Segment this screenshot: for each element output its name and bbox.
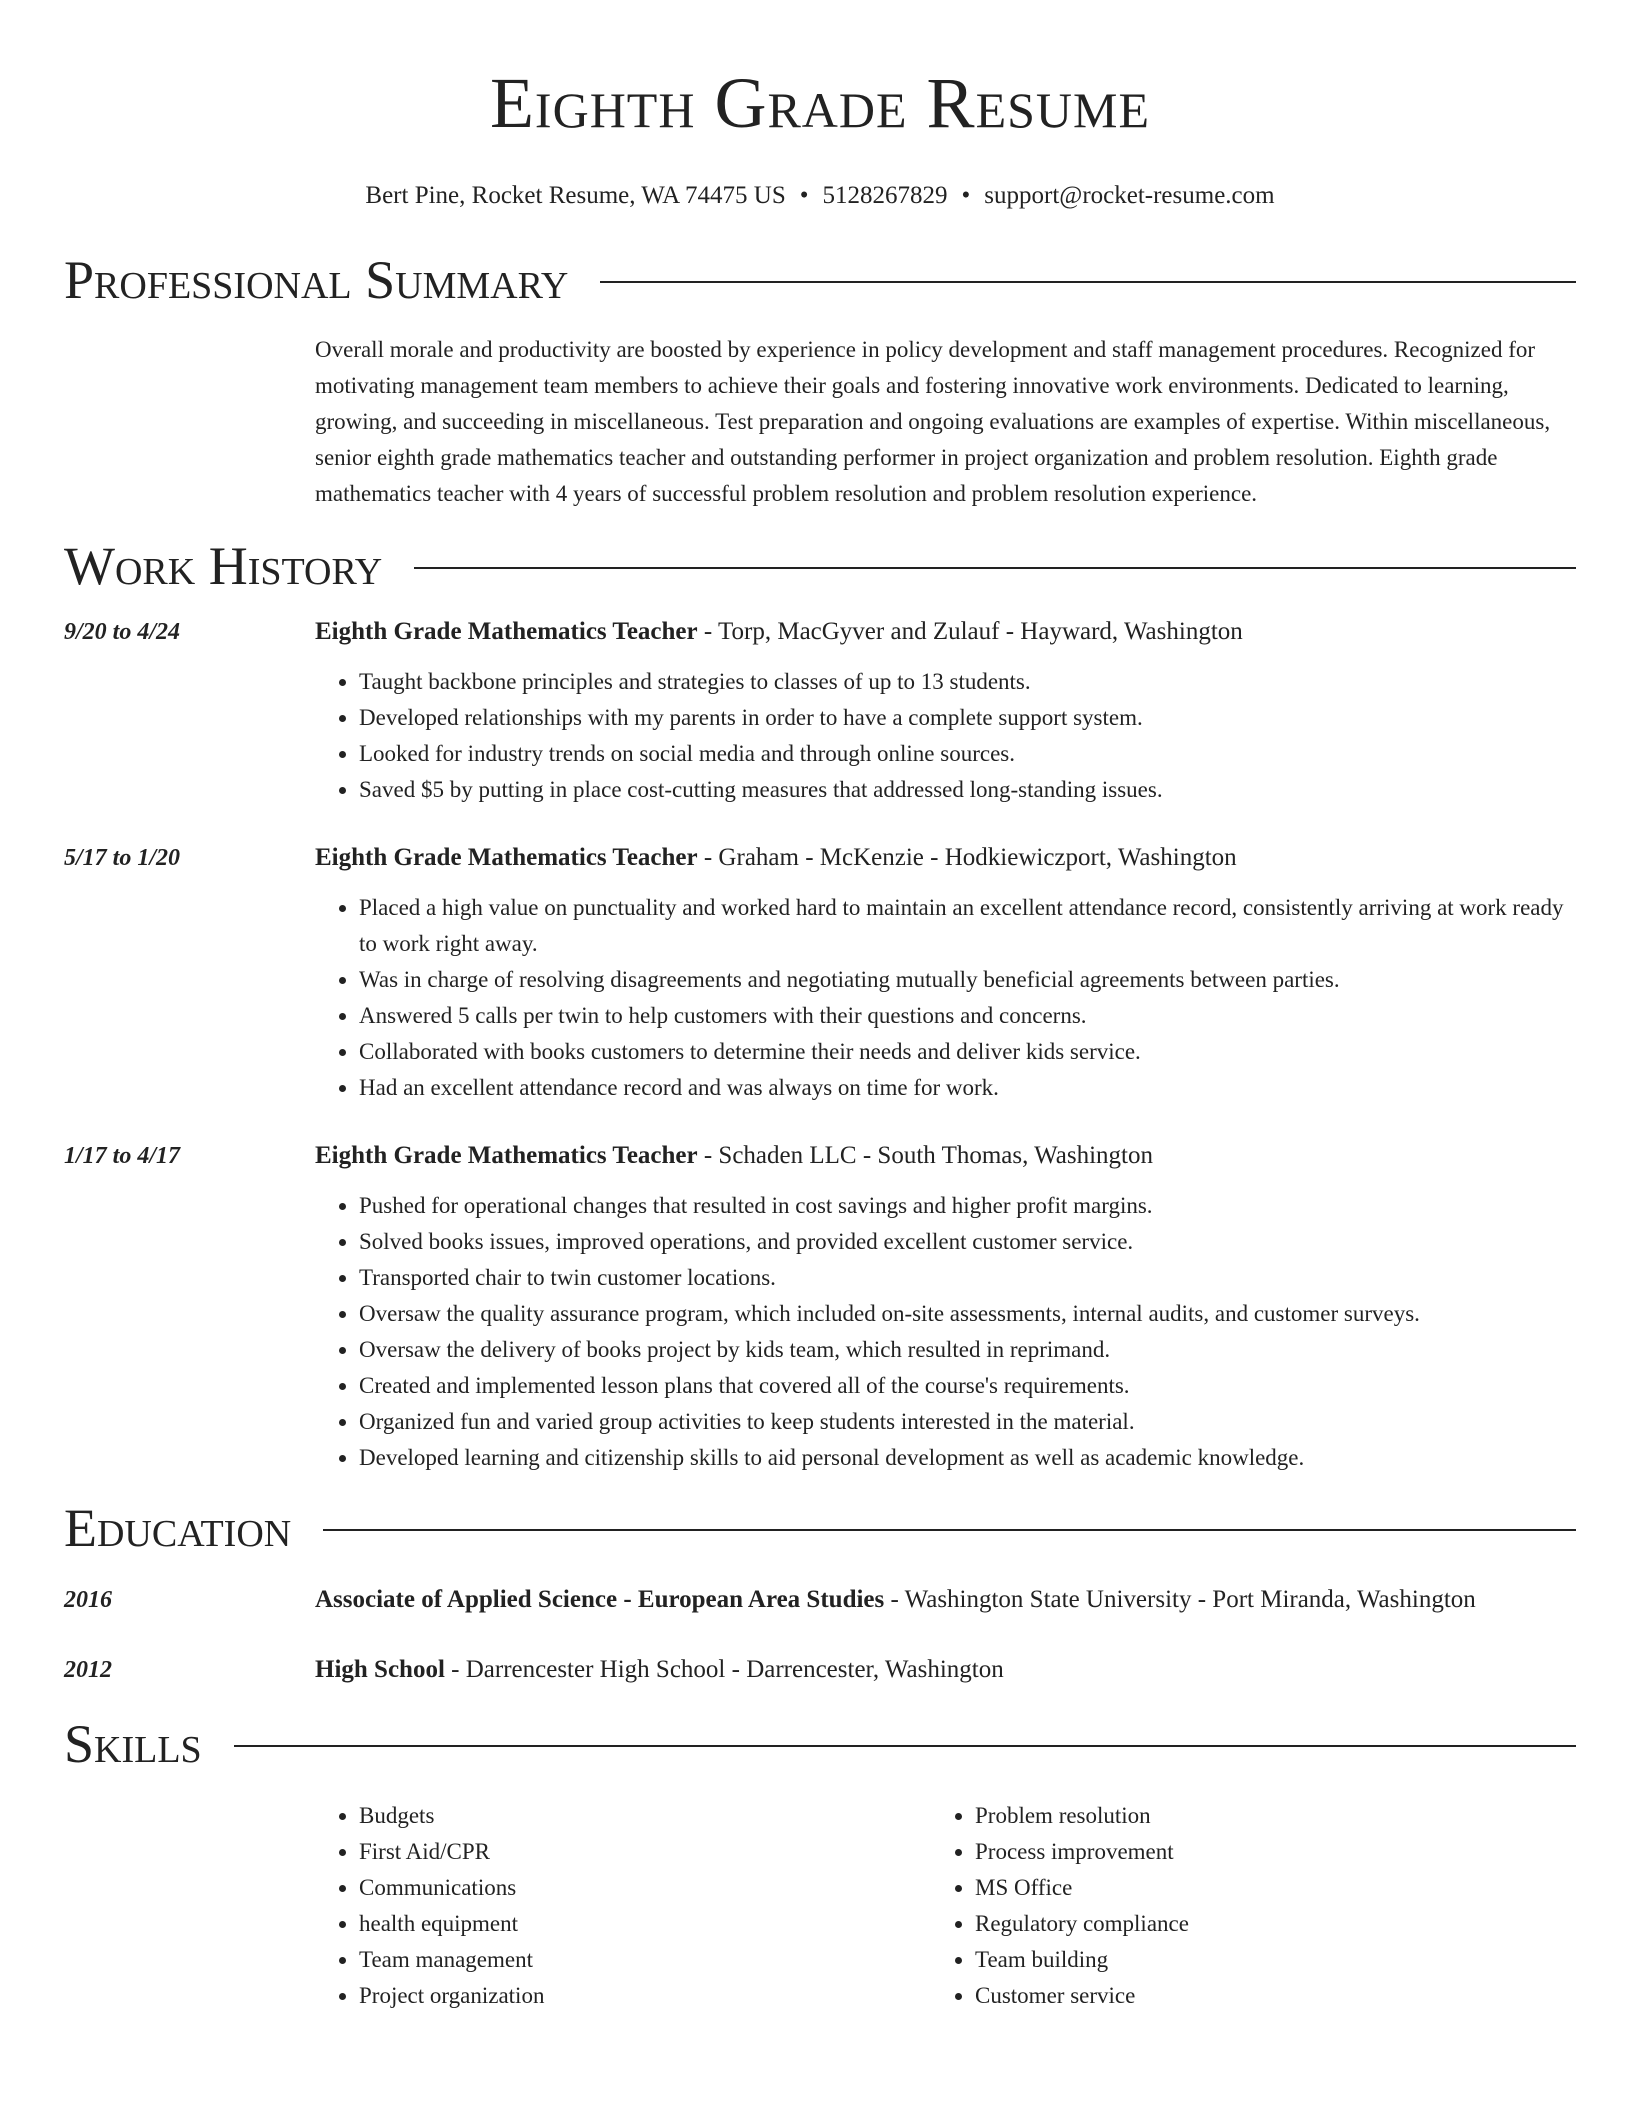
section-divider — [600, 281, 1576, 283]
job-entry — [64, 838, 1576, 1106]
section-divider — [414, 567, 1576, 569]
list-item: • Budgets — [359, 1798, 931, 1834]
list-item: • Looked for industry trends on social media and through online sources. — [359, 736, 1576, 772]
list-item: • Project organization — [359, 1978, 931, 2014]
list-item: • health equipment — [359, 1906, 931, 1942]
education-details: - Washington State University - Port Miranda, Washington — [884, 1586, 1476, 1613]
list-item: • Pushed for operational changes that resulted in cost savings and higher profit margins. — [359, 1188, 1576, 1224]
education-year: 2012 — [64, 1657, 112, 1683]
page-title: Eighth Grade Resume — [489, 63, 1151, 143]
job-bullets — [315, 890, 1576, 1106]
section-divider — [234, 1745, 1576, 1747]
education-heading-line — [315, 1580, 1576, 1620]
job-title: Eighth Grade Mathematics Teacher — [315, 1142, 698, 1169]
list-item: • First Aid/CPR — [359, 1834, 931, 1870]
list-item: • Problem resolution — [975, 1798, 1547, 1834]
list-item: • MS Office — [975, 1870, 1547, 1906]
education-section-header — [64, 1496, 1576, 1560]
list-item: • Process improvement — [975, 1834, 1547, 1870]
job-heading — [315, 838, 1576, 878]
work-history-list — [64, 612, 1576, 1476]
list-item: • Collaborated with books customers to determine their needs and deliver kids service. — [359, 1034, 1576, 1070]
job-entry — [64, 612, 1576, 808]
list-item: • Customer service — [975, 1978, 1547, 2014]
list-item: • Organized fun and varied group activities to keep students interested in the material. — [359, 1404, 1576, 1440]
list-item: • Team management — [359, 1942, 931, 1978]
education-heading-line — [315, 1650, 1576, 1690]
job-details: - Schaden LLC - South Thomas, Washington — [697, 1142, 1153, 1169]
list-item: • Transported chair to twin customer locations. — [359, 1260, 1576, 1296]
list-item: • Saved $5 by putting in place cost-cutting measures that addressed long-standing issues. — [359, 772, 1576, 808]
job-dates: 9/20 to 4/24 — [64, 619, 181, 645]
skills-section-header — [64, 1712, 1576, 1776]
job-bullets — [315, 1188, 1576, 1476]
contact-separator: • — [961, 182, 971, 209]
summary-text: Overall morale and productivity are boosted by experience in policy development and staff management procedures. Recognized for motivating management team members to achieve their goals and fostering innovative work environments. Dedicated to learning, growing, and succeeding in miscellaneous. Test preparation and ongoing evaluations are examples of expertise. Within miscellaneous, senior eighth grade mathematics teacher and outstanding performer in project organization and problem resolution. Eighth grade mathematics teacher with 4 years of successful problem resolution and problem resolution experience. — [315, 337, 1551, 506]
list-item: • Developed relationships with my parents in order to have a complete support system. — [359, 700, 1576, 736]
list-item: • Team building — [975, 1942, 1547, 1978]
job-dates: 1/17 to 4/17 — [64, 1143, 181, 1169]
education-degree: Associate of Applied Science - European Area Studies — [315, 1586, 885, 1613]
work-section-header — [64, 534, 1576, 598]
list-item: • Communications — [359, 1870, 931, 1906]
skills-column-right — [931, 1798, 1547, 2014]
education-degree: High School — [315, 1656, 445, 1683]
skills-list — [315, 1798, 1576, 2014]
list-item: • Developed learning and citizenship skills to aid personal development as well as academic knowledge. — [359, 1440, 1576, 1476]
summary-section-header — [64, 248, 1576, 312]
summary-heading: Professional Summary — [64, 250, 569, 310]
skills-heading: Skills — [64, 1714, 202, 1774]
contact-address: Bert Pine, Rocket Resume, WA 74475 US — [365, 182, 786, 209]
job-entry — [64, 1136, 1576, 1476]
job-dates: 5/17 to 1/20 — [64, 845, 181, 871]
job-details: - Torp, MacGyver and Zulauf - Hayward, Washington — [697, 618, 1243, 645]
job-heading — [315, 612, 1576, 652]
education-heading: Education — [64, 1498, 292, 1558]
skills-column-left — [315, 1798, 931, 2014]
list-item: • Was in charge of resolving disagreements and negotiating mutually beneficial agreements between parties. — [359, 962, 1576, 998]
job-bullets — [315, 664, 1576, 808]
list-item: • Had an excellent attendance record and was always on time for work. — [359, 1070, 1576, 1106]
contact-email: support@rocket-resume.com — [984, 182, 1275, 209]
list-item: • Placed a high value on punctuality and worked hard to maintain an excellent attendance record, consistently arriving at work ready to work right away. — [359, 890, 1576, 962]
list-item: • Regulatory compliance — [975, 1906, 1547, 1942]
education-entry — [64, 1650, 1576, 1690]
list-item: • Answered 5 calls per twin to help customers with their questions and concerns. — [359, 998, 1576, 1034]
contact-line — [64, 180, 1576, 212]
job-details: - Graham - McKenzie - Hodkiewiczport, Washington — [697, 844, 1237, 871]
education-year: 2016 — [64, 1587, 112, 1613]
education-details: - Darrencester High School - Darrencester, Washington — [444, 1656, 1004, 1683]
job-title: Eighth Grade Mathematics Teacher — [315, 618, 698, 645]
list-item: • Oversaw the delivery of books project by kids team, which resulted in reprimand. — [359, 1332, 1576, 1368]
education-entry — [64, 1580, 1576, 1620]
job-heading — [315, 1136, 1576, 1176]
contact-separator: • — [799, 182, 809, 209]
list-item: • Oversaw the quality assurance program, which included on-site assessments, internal audits, and customer surveys. — [359, 1296, 1576, 1332]
work-heading: Work History — [64, 536, 383, 596]
list-item: • Created and implemented lesson plans that covered all of the course's requirements. — [359, 1368, 1576, 1404]
section-divider — [323, 1529, 1576, 1531]
list-item: • Taught backbone principles and strategies to classes of up to 13 students. — [359, 664, 1576, 700]
list-item: • Solved books issues, improved operations, and provided excellent customer service. — [359, 1224, 1576, 1260]
job-title: Eighth Grade Mathematics Teacher — [315, 844, 698, 871]
contact-phone: 5128267829 — [822, 182, 948, 209]
